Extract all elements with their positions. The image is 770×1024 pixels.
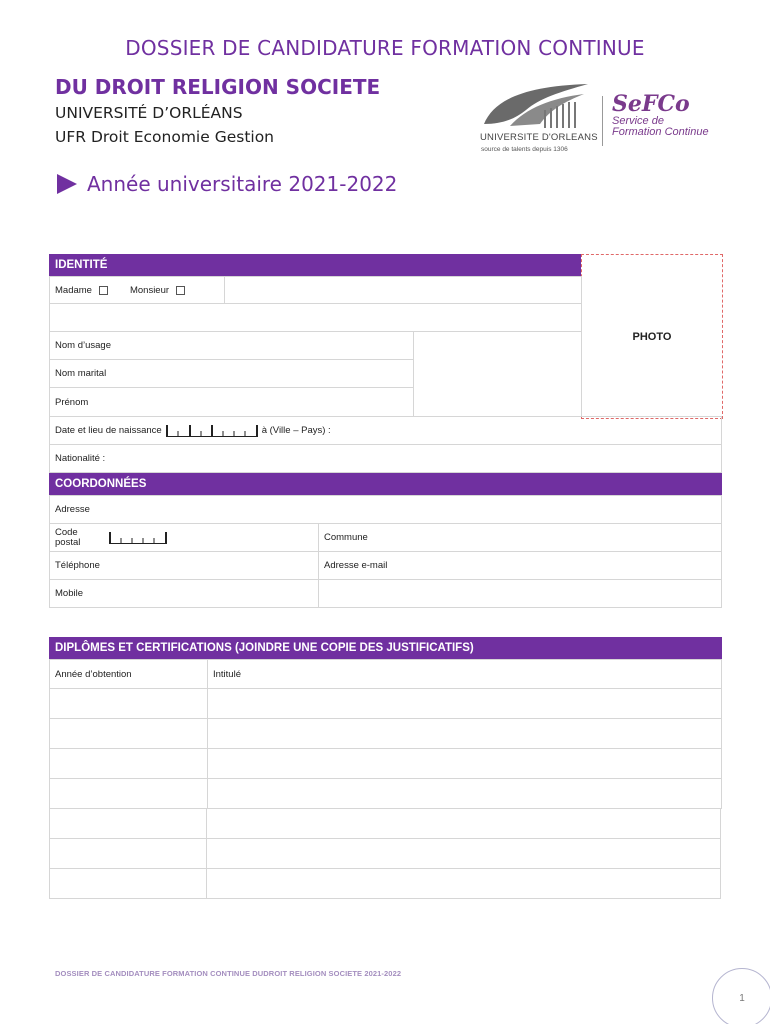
nationality-label: Nationalité : — [55, 453, 106, 464]
university-name: UNIVERSITÉ D’ORLÉANS — [55, 104, 243, 122]
diploma-title-cell[interactable] — [206, 838, 721, 869]
diploma-title-cell[interactable] — [206, 808, 721, 839]
document-title: DOSSIER DE CANDIDATURE FORMATION CONTINUE — [125, 36, 645, 60]
monsieur-checkbox[interactable] — [176, 286, 185, 295]
diploma-title-cell[interactable] — [207, 718, 722, 749]
university-logo-mark-icon — [480, 80, 592, 132]
diploma-title-cell[interactable] — [207, 688, 722, 719]
diploma-year-cell[interactable] — [49, 778, 208, 809]
identity-blank-cell — [413, 331, 582, 417]
diplomas-col-year — [49, 659, 208, 689]
diplomas-section-header: DIPLÔMES ET CERTIFICATIONS (JOINDRE UNE COPIE DES JUSTIFICATIFS) — [49, 637, 722, 659]
page-number — [712, 968, 770, 1024]
email-field[interactable] — [318, 551, 722, 580]
date-comb-icon — [166, 425, 258, 437]
photo-box[interactable] — [581, 254, 723, 419]
diploma-title-cell[interactable] — [206, 868, 721, 899]
phone-field[interactable] — [49, 551, 319, 580]
birth-label: Date et lieu de naissance — [55, 425, 162, 436]
diploma-year-cell[interactable] — [49, 718, 208, 749]
contact-section-header: COORDONNÉES — [49, 473, 722, 495]
blank-row[interactable] — [49, 303, 582, 332]
diploma-year-cell[interactable] — [49, 838, 207, 869]
monsieur-label: Monsieur — [129, 284, 170, 296]
civility-cell — [49, 276, 225, 304]
email-label: Adresse e-mail — [324, 560, 388, 571]
postal-code-comb-icon — [109, 532, 167, 544]
play-triangle-icon — [57, 174, 77, 194]
nom-marital-field[interactable] — [49, 359, 414, 388]
madame-checkbox[interactable] — [99, 286, 108, 295]
footer-text: DOSSIER DE CANDIDATURE FORMATION CONTINUE DUDROIT RELIGION SOCIETE 2021-2022 — [55, 969, 402, 978]
diploma-year-cell[interactable] — [49, 808, 207, 839]
madame-label: Madame — [55, 284, 92, 296]
program-title: DU DROIT RELIGION SOCIETE — [55, 75, 381, 99]
ufr-name: UFR Droit Economie Gestion — [55, 128, 275, 146]
prenom-label: Prénom — [55, 396, 89, 408]
diploma-year-cell[interactable] — [49, 868, 207, 899]
civility-blank-cell[interactable] — [224, 276, 582, 304]
address-field[interactable] — [49, 495, 722, 524]
prenom-field[interactable] — [49, 387, 414, 417]
mobile-field[interactable] — [49, 579, 319, 608]
postal-code-field[interactable] — [49, 523, 319, 552]
postal-code-label: Code postal — [55, 526, 81, 548]
commune-label: Commune — [324, 532, 368, 543]
birth-field[interactable] — [49, 416, 722, 445]
sefco-logo — [612, 92, 732, 152]
diplomas-col-title-label: Intitulé — [213, 668, 241, 680]
identity-section-header: IDENTITÉ — [49, 254, 581, 276]
diplomas-col-title — [207, 659, 722, 689]
commune-field[interactable] — [318, 523, 722, 552]
birth-place-label: à (Ville – Pays) : — [261, 425, 331, 436]
nom-usage-field[interactable] — [49, 331, 414, 360]
mobile-blank-cell — [318, 579, 722, 608]
university-logo — [478, 80, 596, 160]
university-logo-name: UNIVERSITE D'ORLEANS — [480, 132, 598, 143]
academic-year-text: Année universitaire 2021-2022 — [87, 172, 398, 196]
university-logo-tagline: source de talents depuis 1306 — [481, 146, 568, 153]
logo-divider — [602, 96, 603, 146]
diploma-year-cell[interactable] — [49, 748, 208, 779]
mobile-label: Mobile — [55, 588, 83, 599]
sefco-logo-line2: Formation Continue — [612, 126, 709, 138]
page-number-label: 1 — [739, 992, 745, 1004]
address-label: Adresse — [55, 504, 90, 515]
photo-label: PHOTO — [632, 330, 672, 343]
academic-year — [57, 172, 397, 196]
phone-label: Téléphone — [55, 560, 100, 571]
diploma-year-cell[interactable] — [49, 688, 208, 719]
nationality-field[interactable] — [49, 444, 722, 473]
sefco-logo-word: SeFCo — [612, 91, 690, 117]
nom-marital-label: Nom marital — [55, 368, 107, 379]
nom-usage-label: Nom d’usage — [55, 340, 111, 351]
diploma-title-cell[interactable] — [207, 778, 722, 809]
diplomas-col-year-label: Année d’obtention — [55, 668, 132, 680]
sefco-logo-line1: Service de — [612, 115, 664, 127]
diploma-title-cell[interactable] — [207, 748, 722, 779]
